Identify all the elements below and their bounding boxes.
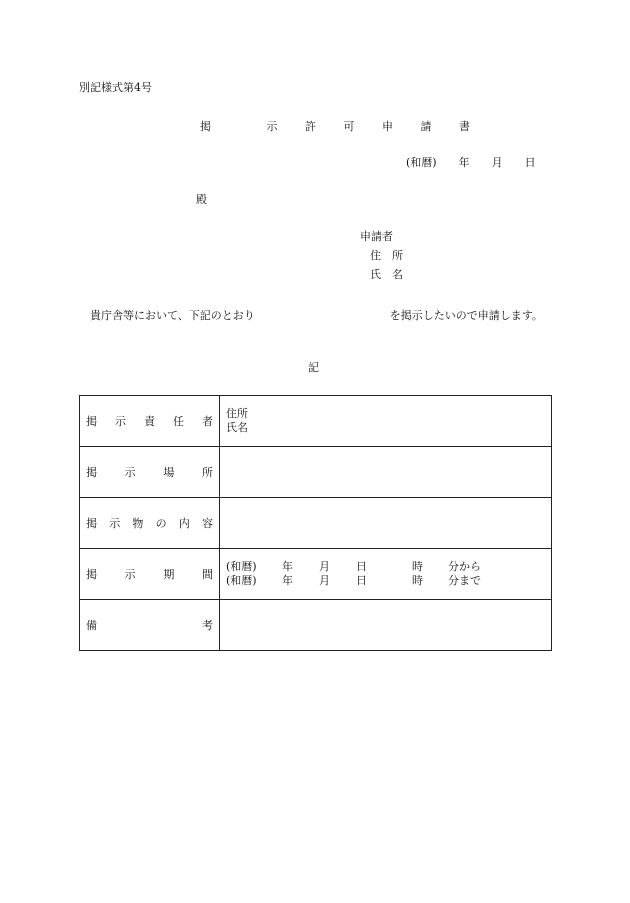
label-char: 考 xyxy=(202,618,213,632)
date-line: (和暦) 年 月 日 xyxy=(406,156,536,169)
label-char: 内 xyxy=(178,516,190,530)
label-char: 掲 xyxy=(86,414,97,428)
label-char: 間 xyxy=(201,567,213,581)
remarks-cell[interactable] xyxy=(220,600,552,651)
day-label: 日 xyxy=(356,574,367,587)
period-to-line xyxy=(226,574,551,588)
applicant-label: 申請者 xyxy=(360,230,393,243)
applicant-name-label: 氏 名 xyxy=(370,268,403,281)
table-row xyxy=(80,498,552,549)
table-row xyxy=(80,600,552,651)
title-char: 許 xyxy=(305,120,316,133)
period-from-line xyxy=(226,560,551,574)
period-cell[interactable] xyxy=(220,549,552,600)
month-label: 月 xyxy=(319,574,330,587)
body-paragraph xyxy=(79,306,554,325)
minute-from-label: 分から xyxy=(448,560,481,573)
day-label: 日 xyxy=(356,560,367,573)
document-title xyxy=(200,121,470,132)
form-number: 別記様式第4号 xyxy=(79,81,152,94)
title-char: 申 xyxy=(382,120,393,133)
row-label xyxy=(80,396,220,447)
label-char: 示 xyxy=(124,567,136,581)
row-label xyxy=(80,498,220,549)
row-label xyxy=(80,447,220,498)
label-char: 任 xyxy=(173,414,184,428)
address-line: 住所 xyxy=(226,407,248,420)
era-label: (和暦) xyxy=(226,560,257,573)
name-line: 氏名 xyxy=(226,421,248,434)
table-row xyxy=(80,549,552,600)
month-label: 月 xyxy=(319,560,330,573)
applicant-address-label: 住 所 xyxy=(370,249,403,262)
hour-label: 時 xyxy=(412,560,423,573)
label-char: 掲 xyxy=(86,567,97,581)
row-label xyxy=(80,600,220,651)
year-label: 年 xyxy=(282,574,293,587)
title-char: 掲 xyxy=(200,120,211,133)
table-row xyxy=(80,396,552,447)
label-char: 場 xyxy=(163,465,175,479)
body-text-after: を掲示したいので申請します。 xyxy=(389,309,543,322)
label-char: 示 xyxy=(109,516,121,530)
year-label: 年 xyxy=(282,560,293,573)
label-char: 示 xyxy=(115,414,126,428)
body-text-before: 貴庁舎等において、下記のとおり xyxy=(90,309,255,322)
content-cell[interactable] xyxy=(220,498,552,549)
responsible-person-cell[interactable] xyxy=(220,396,552,447)
row-label xyxy=(80,549,220,600)
table-row xyxy=(80,447,552,498)
label-char: 備 xyxy=(86,618,97,632)
label-char: 責 xyxy=(144,414,155,428)
minute-to-label: 分まで xyxy=(448,574,481,587)
detail-table xyxy=(79,395,552,651)
era-label: (和暦) xyxy=(226,574,257,587)
label-char: 掲 xyxy=(86,465,97,479)
label-char: 期 xyxy=(163,567,175,581)
ki-heading: 記 xyxy=(308,361,319,374)
addressee-suffix: 殿 xyxy=(196,193,207,206)
label-char: 掲 xyxy=(86,516,97,530)
label-char: 所 xyxy=(201,465,213,479)
label-char: の xyxy=(155,516,167,530)
label-char: 示 xyxy=(124,465,136,479)
title-char: 可 xyxy=(343,120,355,133)
label-char: 者 xyxy=(202,414,213,428)
title-char: 書 xyxy=(459,120,470,133)
label-char: 物 xyxy=(132,516,144,530)
title-char: 請 xyxy=(420,120,432,133)
label-char: 容 xyxy=(201,516,213,530)
title-char: 示 xyxy=(266,120,278,133)
hour-label: 時 xyxy=(412,574,423,587)
location-cell[interactable] xyxy=(220,447,552,498)
